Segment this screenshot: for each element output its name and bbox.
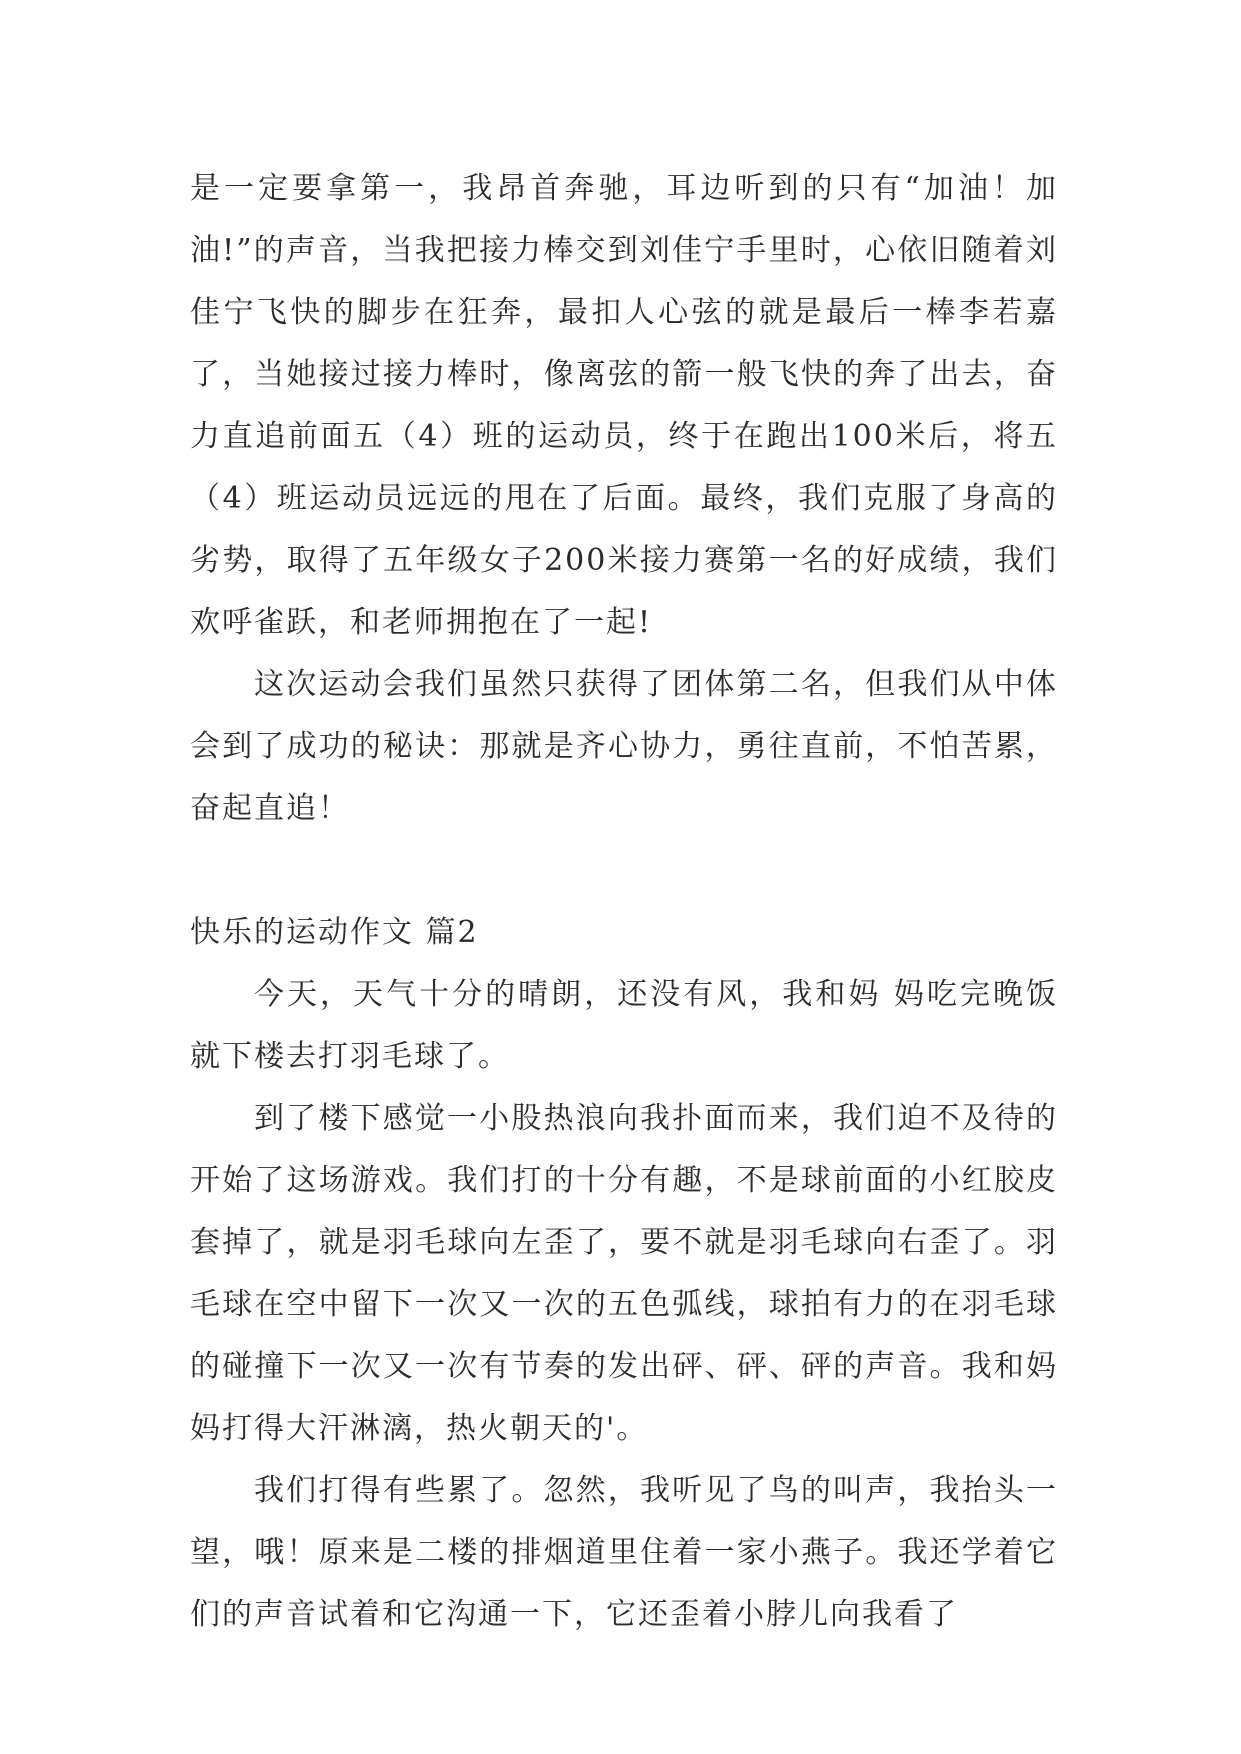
paragraph: 到了楼下感觉一小股热浪向我扑面而来，我们迫不及待的开始了这场游戏。我们打的十分有趣，不是球前面的小红胶皮套掉了，就是羽毛球向左歪了，要不就是羽毛球向右歪了。羽毛球在空中留下一次又一次的五色弧线，球拍有力的在羽毛球的碰撞下一次又一次有节奏的发出砰、砰、砰的声音。我和妈 妈打得大汗淋漓，热火朝天的'。 (190, 1101, 1058, 1446)
paragraph: 这次运动会我们虽然只获得了团体第二名，但我们从中体会到了成功的秘诀：那就是齐心协力，勇往直前，不怕苦累，奋起直追！ (190, 667, 1058, 826)
document-body (190, 158, 1058, 1646)
paragraph: 我们打得有些累了。忽然，我听见了鸟的叫声，我抬头一望，哦！原来是二楼的排烟道里住着一家小燕子。我还学着它们的声音试着和它沟通一下，它还歪着小脖儿向我看了 (190, 1473, 1058, 1632)
paragraph: 今天，天气十分的晴朗，还没有风，我和妈 妈吃完晚饭就下楼去打羽毛球了。 (190, 977, 1058, 1074)
paragraph: 是一定要拿第一，我昂首奔驰，耳边听到的只有“加油！加油!”的声音，当我把接力棒交到刘佳宁手里时，心依旧随着刘佳宁飞快的脚步在狂奔，最扣人心弦的就是最后一棒李若嘉了，当她接过接力棒时，像离弦的箭一般飞快的奔了出去，奋力直追前面五（4）班的运动员，终于在跑出100米后，将五（4）班运动员远远的甩在了后面。最终，我们克服了身高的劣势，取得了五年级女子200米接力赛第一名的好成绩，我们欢呼雀跃，和老师拥抱在了一起! (190, 171, 1058, 640)
section-title: 快乐的运动作文 篇2 (190, 915, 479, 950)
